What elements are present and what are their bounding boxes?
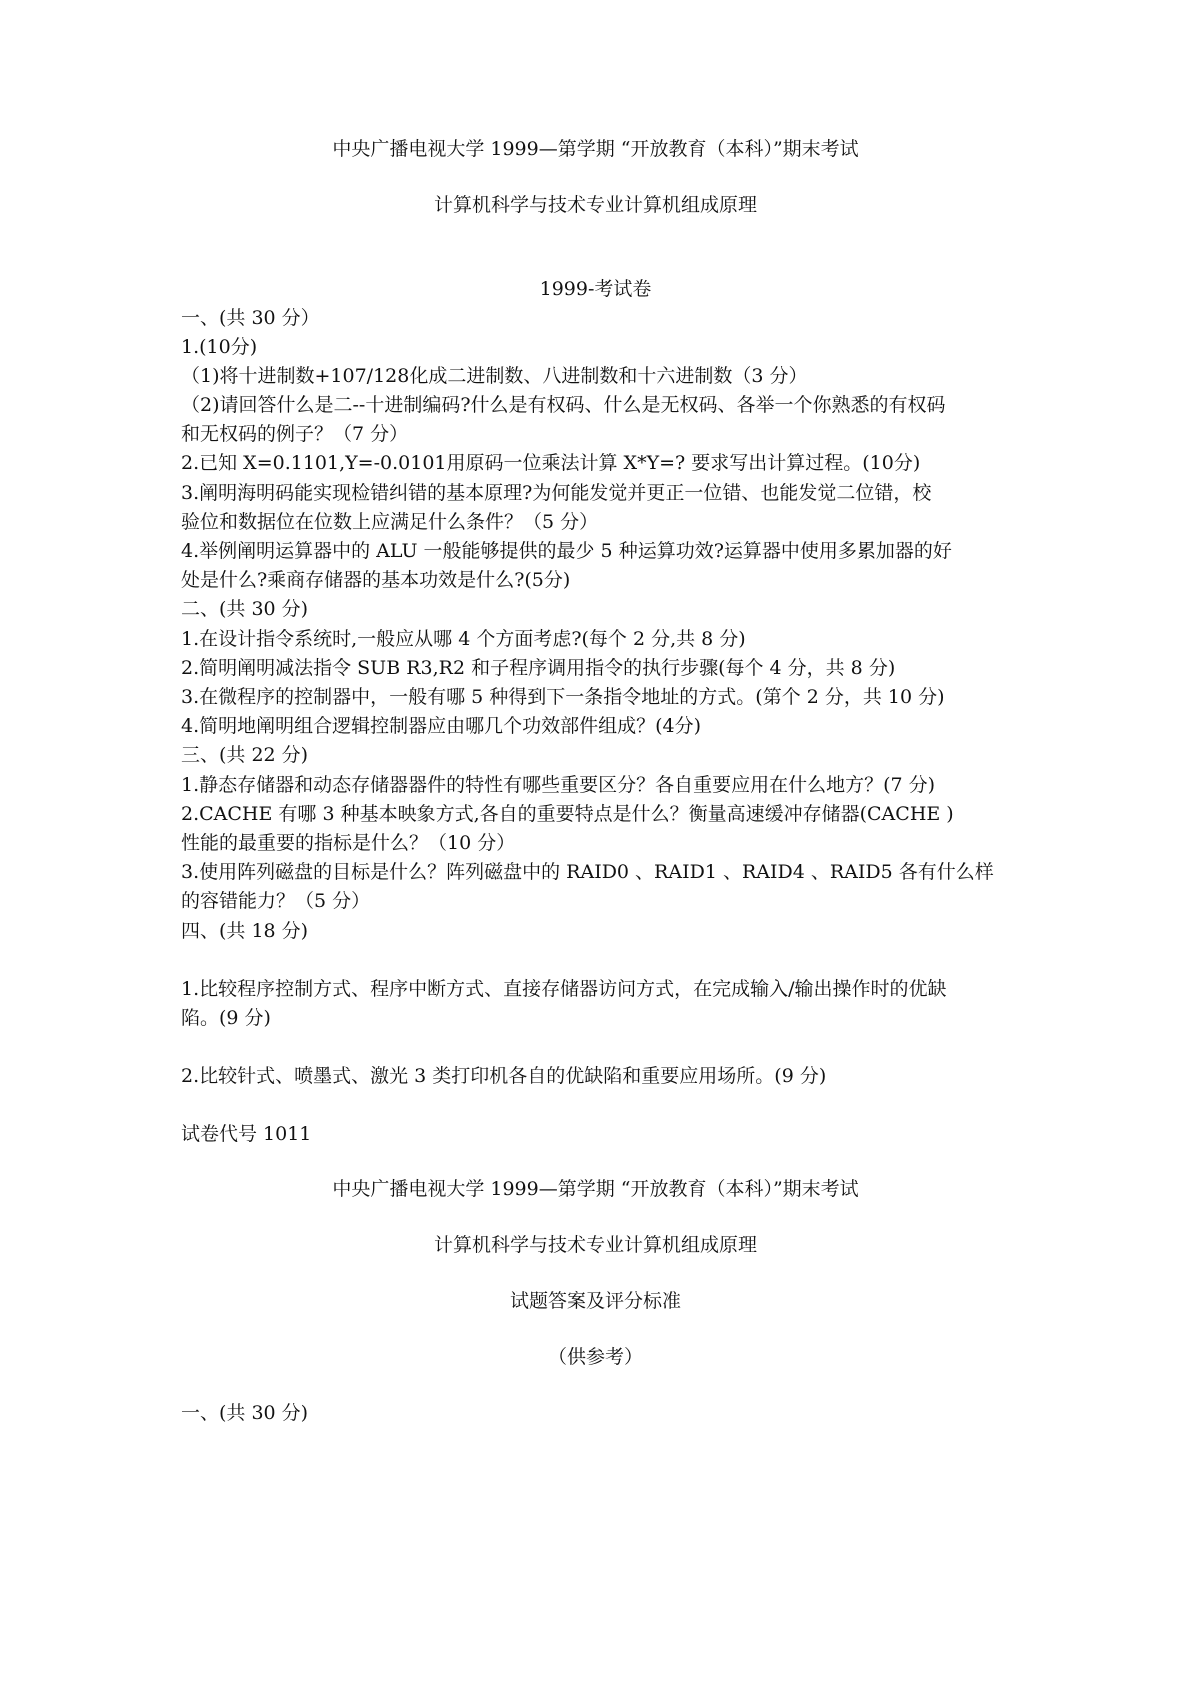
- exam-course-line: 计算机科学与技术专业计算机组成原理: [433, 194, 757, 216]
- answers-note: （供参考）: [547, 1346, 643, 1368]
- exam-university-line: 中央广播电视大学 1999—第学期 “开放教育（本科）”期末考试: [332, 138, 859, 160]
- section-1-line: 3.阐明海明码能实现检错纠错的基本原理?为何能发觉并更正一位错、也能发觉二位错，校: [181, 482, 932, 504]
- section-4-line: 1.比较程序控制方式、程序中断方式、直接存储器访问方式，在完成输入/输出操作时的优缺: [181, 978, 947, 1000]
- section-2-line: 3.在微程序的控制器中，一般有哪 5 种得到下一条指令地址的方式。(第个 2 分，共 10 分): [181, 686, 945, 708]
- section-3-line: 2.CACHE 有哪 3 种基本映象方式,各自的重要特点是什么？衡量高速缓冲存储器(CACHE ): [181, 803, 954, 825]
- section-1-line: （2)请回答什么是二--十进制编码?什么是有权码、什么是无权码、各举一个你熟悉的有权码: [181, 394, 946, 416]
- section-4-title: 四、(共 18 分): [181, 920, 309, 942]
- section-4-line: 陷。(9 分): [181, 1007, 271, 1029]
- section-2-title: 二、(共 30 分): [181, 598, 309, 620]
- answers-title: 试题答案及评分标准: [509, 1290, 681, 1312]
- section-1-line: 验位和数据位在位数上应满足什么条件？（5 分）: [181, 511, 599, 533]
- section-4-line: 2.比较针式、喷墨式、激光 3 类打印机各自的优缺陷和重要应用场所。(9 分): [181, 1065, 827, 1087]
- section-1-line: （1)将十进制数+107/128化成二进制数、八进制数和十六进制数（3 分）: [181, 365, 808, 387]
- section-3-line: 的容错能力？（5 分）: [181, 890, 371, 912]
- answers-course-line: 计算机科学与技术专业计算机组成原理: [433, 1234, 757, 1256]
- exam-paper-title: 1999-考试卷: [539, 278, 652, 300]
- section-2-line: 4.简明地阐明组合逻辑控制器应由哪几个功效部件组成？(4分): [181, 715, 702, 737]
- section-1-title: 一、(共 30 分）: [181, 307, 320, 329]
- answers-section-1-title: 一、(共 30 分): [181, 1402, 309, 1424]
- section-1-line: 和无权码的例子？（7 分）: [181, 423, 409, 445]
- section-3-title: 三、(共 22 分): [181, 744, 309, 766]
- section-3-line: 1.静态存储器和动态存储器器件的特性有哪些重要区分？各自重要应用在什么地方？(7 分): [181, 774, 936, 796]
- section-1-line: 2.已知 X=0.1101,Y=-0.0101用原码一位乘法计算 X*Y=? 要求写出计算过程。(10分): [181, 452, 921, 474]
- section-2-line: 1.在设计指令系统时,一般应从哪 4 个方面考虑?(每个 2 分,共 8 分): [181, 628, 746, 650]
- section-1-line: 4.举例阐明运算器中的 ALU 一般能够提供的最少 5 种运算功效?运算器中使用多累加器的好: [181, 540, 952, 562]
- section-3-line: 性能的最重要的指标是什么？（10 分）: [181, 832, 516, 854]
- section-1-line: 处是什么?乘商存储器的基本功效是什么?(5分): [181, 569, 571, 591]
- section-3-line: 3.使用阵列磁盘的目标是什么？阵列磁盘中的 RAID0 、RAID1 、RAID4 、RAID5 各有什么样: [181, 861, 994, 883]
- section-1-line: 1.(10分): [181, 336, 258, 358]
- answers-university-line: 中央广播电视大学 1999—第学期 “开放教育（本科）”期末考试: [332, 1178, 859, 1200]
- paper-code: 试卷代号 1011: [181, 1123, 312, 1145]
- section-2-line: 2.简明阐明减法指令 SUB R3,R2 和子程序调用指令的执行步骤(每个 4 分，共 8 分): [181, 657, 896, 679]
